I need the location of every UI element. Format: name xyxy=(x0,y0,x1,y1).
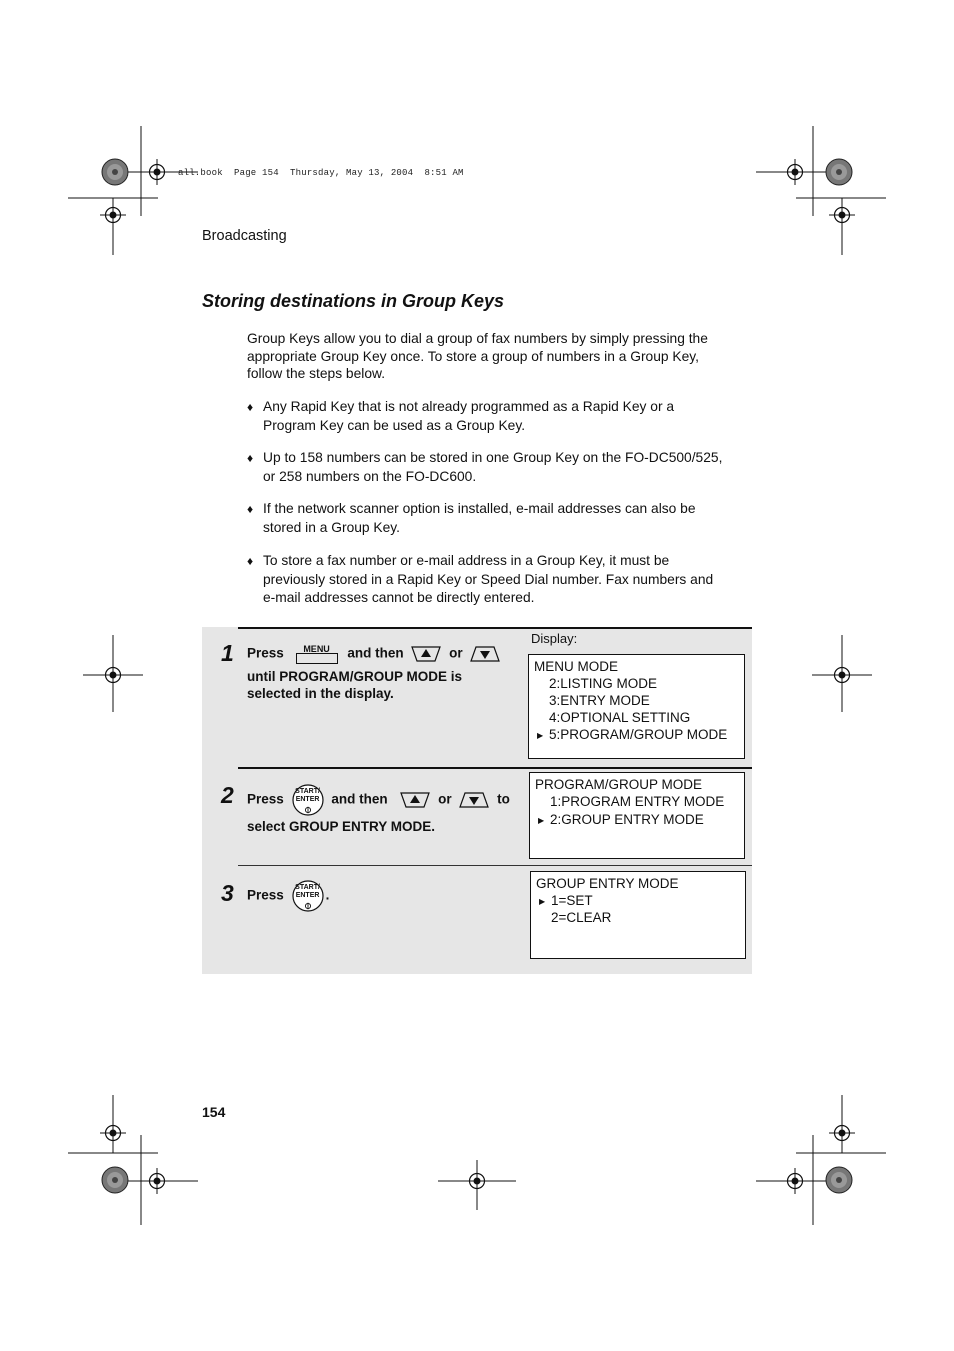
lcd-item-selected: ▶ 2:GROUP ENTRY MODE xyxy=(535,811,739,828)
bullet-line: e-mail addresses cannot be directly entered. xyxy=(263,590,535,605)
menu-key xyxy=(296,644,338,664)
diamond-bullet-icon: ♦ xyxy=(247,554,254,568)
bullet-line: If the network scanner option is installed, e-mail addresses can also be xyxy=(263,501,696,516)
lcd-item: 2=CLEAR xyxy=(551,910,612,925)
and-then-text: and then xyxy=(331,791,388,807)
step-number: 2 xyxy=(221,782,234,808)
start-key-label: START/ xyxy=(295,884,320,891)
bullet-line: Any Rapid Key that is not already programmed as a Rapid Key or a xyxy=(263,399,675,414)
lcd-title: PROGRAM/GROUP MODE xyxy=(535,777,703,792)
page-heading: Storing destinations in Group Keys xyxy=(202,291,505,311)
period-text: . xyxy=(325,887,330,903)
intro-line: appropriate Group Key once. To store a group of numbers in a Group Key, xyxy=(247,348,699,364)
and-then-text: and then xyxy=(347,645,404,661)
step-divider xyxy=(238,865,752,866)
section-header: Broadcasting xyxy=(202,228,287,244)
enter-key-label: ENTER xyxy=(295,892,320,899)
diamond-bullet-icon: ♦ xyxy=(247,400,254,414)
down-arrow-key-icon xyxy=(458,790,490,810)
bullet-line: stored in a Group Key. xyxy=(263,519,401,535)
down-arrow-key-icon xyxy=(469,644,501,664)
bullet-line: or 258 numbers on the FO-DC600. xyxy=(263,468,477,484)
step-instruction xyxy=(247,784,522,835)
intro-paragraph xyxy=(247,330,747,383)
step-instruction xyxy=(247,880,447,914)
bullet-item xyxy=(247,552,747,610)
intro-line: follow the steps below. xyxy=(247,366,386,381)
diamond-bullet-icon: ♦ xyxy=(247,451,254,465)
bullet-line: previously stored in a Rapid Key or Speed Dial number. Fax numbers and xyxy=(263,571,714,587)
bullet-line: To store a fax number or e-mail address in a Group Key, it must be xyxy=(263,553,670,568)
start-key-label: START/ xyxy=(295,788,320,795)
display-label: Display: xyxy=(531,631,578,646)
up-arrow-key-icon xyxy=(410,644,442,664)
diamond-bullet-icon: ♦ xyxy=(247,502,254,516)
step-number: 1 xyxy=(221,640,234,666)
lcd-item: 1:PROGRAM ENTRY MODE xyxy=(550,794,725,809)
lcd-title: GROUP ENTRY MODE xyxy=(536,876,679,891)
step-divider xyxy=(238,767,752,769)
lcd-item: 3:ENTRY MODE xyxy=(549,693,650,708)
bullet-item xyxy=(247,449,747,489)
press-text: Press xyxy=(247,791,284,807)
press-text: Press xyxy=(247,645,284,661)
bullet-item xyxy=(247,398,747,438)
step-instruction xyxy=(247,644,522,702)
enter-key-label: ENTER xyxy=(295,796,320,803)
or-text: or xyxy=(449,645,463,661)
to-text: to xyxy=(497,791,510,807)
lcd-display xyxy=(528,654,745,759)
step-line: selected in the display. xyxy=(247,686,394,701)
up-arrow-key-icon xyxy=(399,790,431,810)
bullet-line: Program Key can be used as a Group Key. xyxy=(263,417,526,433)
press-text: Press xyxy=(247,887,284,903)
intro-line: Group Keys allow you to dial a group of fax numbers by simply pressing the xyxy=(247,331,708,346)
bullet-line: Up to 158 numbers can be stored in one Group Key on the FO-DC500/525, xyxy=(263,450,723,465)
start-enter-key xyxy=(290,880,326,912)
lcd-display xyxy=(530,871,746,959)
start-enter-key xyxy=(290,784,326,816)
lcd-item-selected: ▶ 1=SET xyxy=(536,892,740,909)
print-info-line: all.book Page 154 Thursday, May 13, 2004 8:51 AM xyxy=(178,168,464,178)
or-text: or xyxy=(438,791,452,807)
page-number: 154 xyxy=(202,1104,226,1120)
step-line: until PROGRAM/GROUP MODE is xyxy=(247,669,463,684)
step-line: select GROUP ENTRY MODE. xyxy=(247,819,436,834)
lcd-item: 4:OPTIONAL SETTING xyxy=(549,710,691,725)
step-divider xyxy=(238,627,752,629)
lcd-item: 2:LISTING MODE xyxy=(549,676,658,691)
step-number: 3 xyxy=(221,880,234,906)
bullet-item xyxy=(247,500,747,540)
lcd-display xyxy=(529,772,745,859)
menu-key-label: MENU xyxy=(303,644,330,654)
lcd-title: MENU MODE xyxy=(534,659,618,674)
lcd-item-selected: ▶ 5:PROGRAM/GROUP MODE xyxy=(534,726,739,743)
